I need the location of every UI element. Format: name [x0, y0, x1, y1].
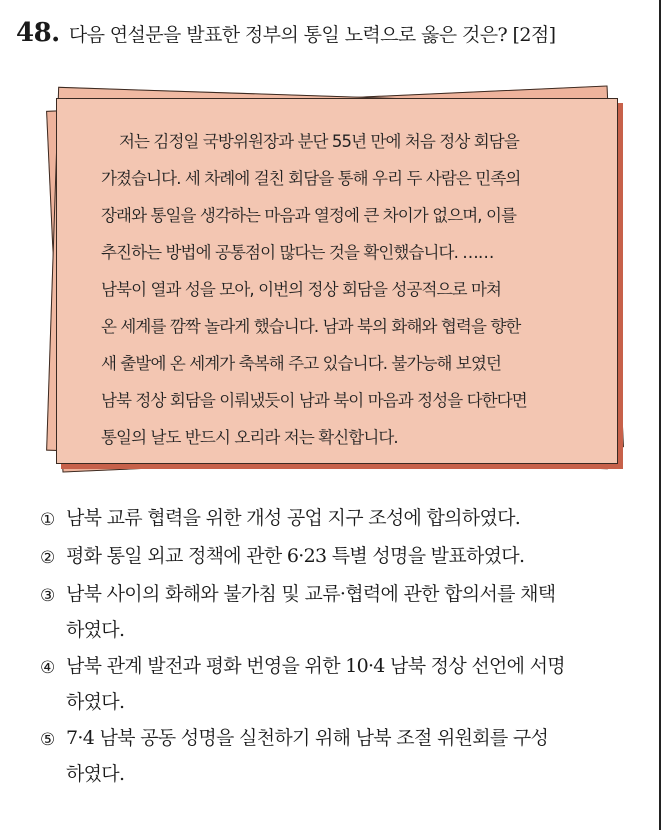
option-marker: ② [40, 548, 55, 568]
speech-line: 저는 김정일 국방위원장과 분단 55년 만에 처음 정상 회담을 [119, 132, 519, 151]
speech-box [48, 92, 628, 472]
option-text: 7·4 남북 공동 성명을 실천하기 위해 남북 조절 위원회를 구성 [66, 727, 549, 749]
option-4[interactable] [40, 648, 655, 720]
option-text-continued: 하였다. [66, 691, 125, 713]
option-text: 평화 통일 외교 정책에 관한 6·23 특별 성명을 발표하였다. [66, 545, 525, 567]
right-margin-rule [659, 0, 661, 830]
speech-line: 새 출발에 온 세계가 축복해 주고 있습니다. 불가능해 보였던 [101, 354, 502, 373]
option-2[interactable] [40, 538, 655, 576]
speech-line: 남북 정상 회담을 이뤄냈듯이 남과 북이 마음과 정성을 다한다면 [101, 391, 527, 410]
speech-line: 추진하는 방법에 공통점이 많다는 것을 확인했습니다. …… [101, 243, 494, 262]
question-text: 다음 연설문을 발표한 정부의 통일 노력으로 옳은 것은? [2점] [68, 24, 556, 46]
speech-text [101, 123, 591, 456]
speech-line: 통일의 날도 반드시 오리라 저는 확신합니다. [101, 428, 398, 447]
option-marker: ③ [40, 586, 55, 606]
speech-line: 가졌습니다. 세 차례에 걸친 회담을 통해 우리 두 사람은 민족의 [101, 169, 521, 188]
option-3[interactable] [40, 576, 655, 648]
answer-options [40, 500, 655, 792]
speech-line: 온 세계를 깜짝 놀라게 했습니다. 남과 북의 화해와 협력을 향한 [101, 317, 521, 336]
speech-line: 장래와 통일을 생각하는 마음과 열정에 큰 차이가 없으며, 이를 [101, 206, 517, 225]
question-stem [16, 18, 656, 48]
option-text: 남북 관계 발전과 평화 번영을 위한 10·4 남북 정상 선언에 서명 [66, 655, 565, 677]
option-1[interactable] [40, 500, 655, 538]
option-marker: ① [40, 510, 55, 530]
paper-sheet-front [56, 98, 618, 464]
option-marker: ⑤ [40, 730, 55, 750]
question-number: 48. [16, 18, 60, 48]
speech-line: 남북이 열과 성을 모아, 이번의 정상 회담을 성공적으로 마쳐 [101, 280, 502, 299]
option-text: 남북 교류 협력을 위한 개성 공업 지구 조성에 합의하였다. [66, 507, 521, 529]
option-text-continued: 하였다. [66, 619, 125, 641]
option-5[interactable] [40, 720, 655, 792]
option-text-continued: 하였다. [66, 763, 125, 785]
option-text: 남북 사이의 화해와 불가침 및 교류·협력에 관한 합의서를 채택 [66, 583, 556, 605]
option-marker: ④ [40, 658, 55, 678]
